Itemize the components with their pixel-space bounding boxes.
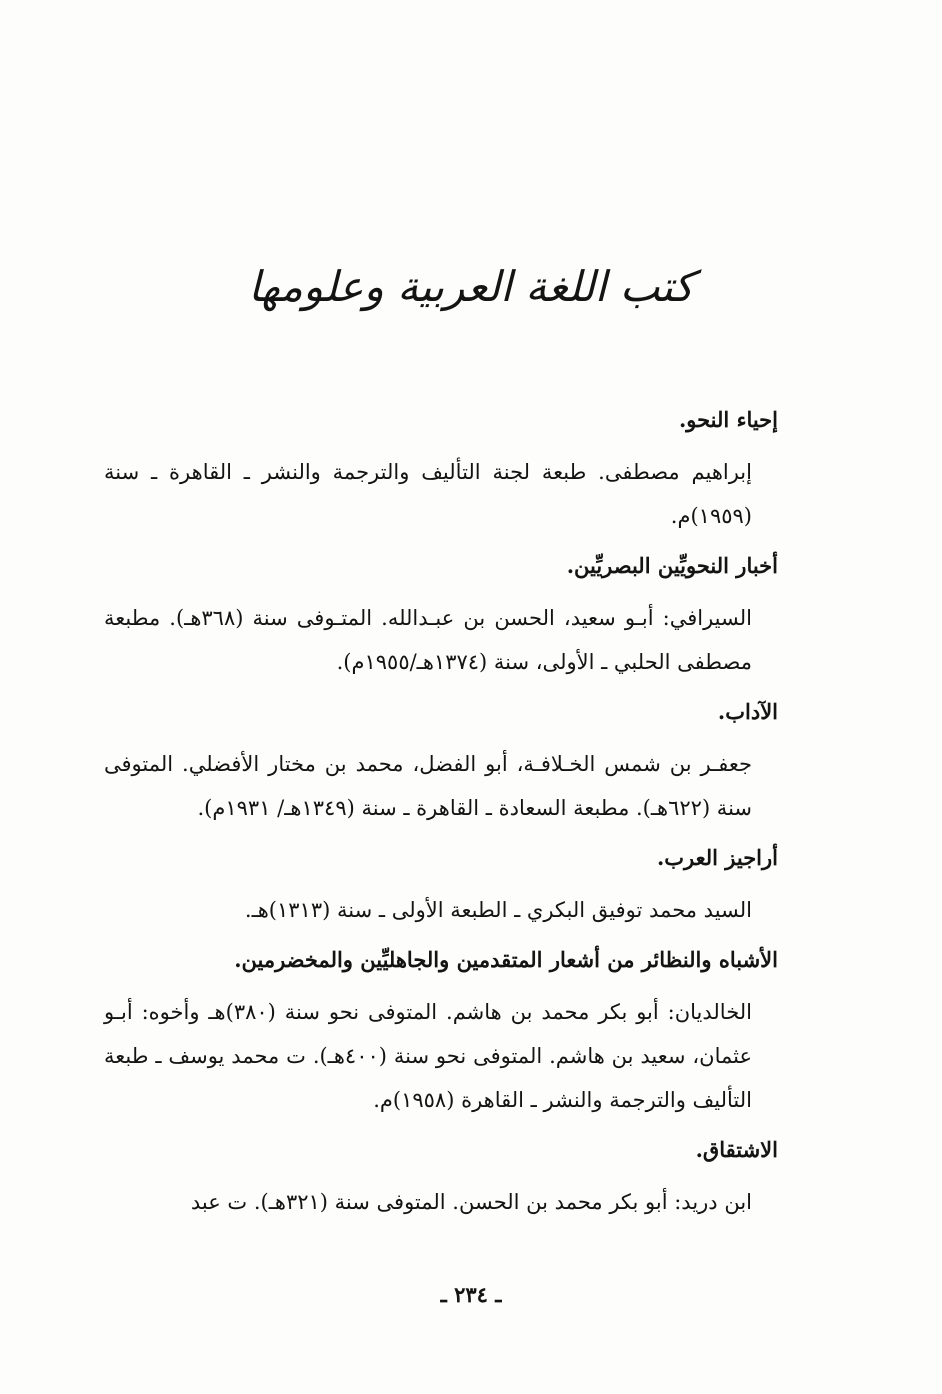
entry-title: إحياء النحو. bbox=[678, 407, 778, 432]
entry-title: أراجيز العرب. bbox=[656, 845, 778, 870]
page-number: ـ ٢٣٤ ـ bbox=[440, 1282, 502, 1307]
entry-body: السيرافي: أبـو سعيد، الحسن بن عبـدالله. المتـوفى سنة (٣٦٨هـ). مطبعة مصطفى الحلبي ـ الأولى، سنة (١٣٧٤هـ/١٩٥٥م). bbox=[104, 606, 752, 674]
entry-title: الآداب. bbox=[717, 699, 778, 724]
entry-body: السيد محمد توفيق البكري ـ الطبعة الأولى ـ سنة (١٣١٣)هـ. bbox=[244, 898, 752, 922]
entry-title: الأشباه والنظائر من أشعار المتقدمين والجاهليِّين والمخضرمين. bbox=[234, 947, 778, 972]
section-heading: كتب اللغة العربية وعلومها bbox=[248, 262, 694, 311]
bibliography-list bbox=[104, 398, 778, 1230]
entry-body: ابن دريد: أبو بكر محمد بن الحسن. المتوفى سنة (٣٢١هـ). ت عبد bbox=[190, 1190, 752, 1214]
entry-body: جعفـر بن شمس الخـلافـة، أبو الفضل، محمد بن مختار الأفضلي. المتوفى سنة (٦٢٢هـ). مطبعة السعادة ـ القاهرة ـ سنة (١٣٤٩هـ/ ١٩٣١م). bbox=[104, 752, 752, 820]
entry-title: أخبار النحويِّين البصريِّين. bbox=[566, 553, 778, 578]
entry-body: الخالديان: أبو بكر محمد بن هاشم. المتوفى نحو سنة (٣٨٠)هـ وأخوه: أبـو عثمان، سعيد بن هاشم. المتوفى نحو سنة (٤٠٠هـ). ت محمد يوسف ـ طبعة التأليف والترجمة والنشر ـ القاهرة (١٩٥٨)م. bbox=[104, 1000, 752, 1112]
entry-body: إبراهيم مصطفى. طبعة لجنة التأليف والترجمة والنشر ـ القاهرة ـ سنة (١٩٥٩)م. bbox=[104, 460, 752, 528]
entry-title: الاشتقاق. bbox=[695, 1137, 778, 1162]
